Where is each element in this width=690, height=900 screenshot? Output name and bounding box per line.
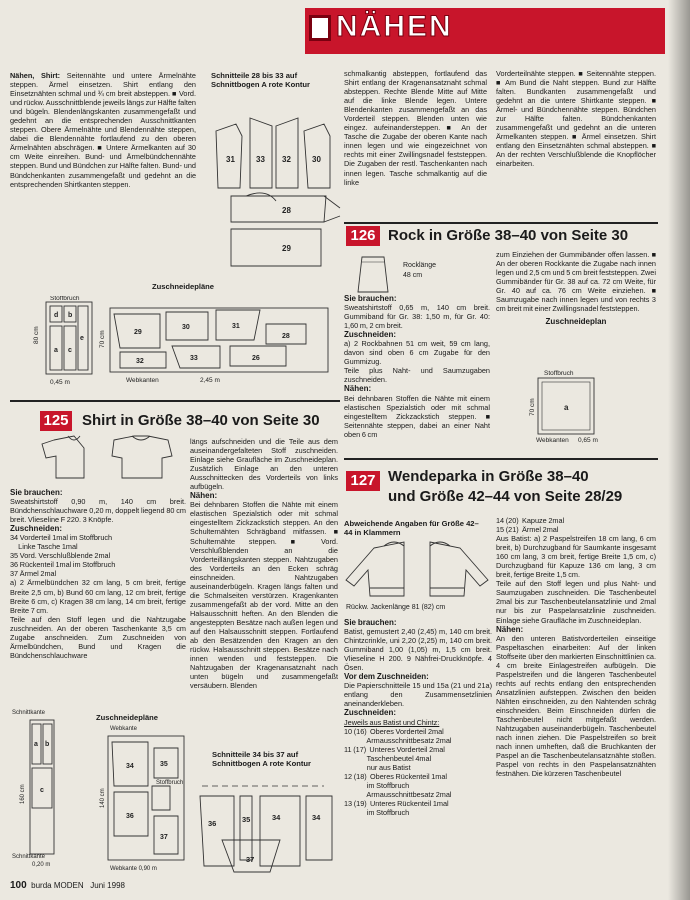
paragraph: längs aufschneiden und die Teile aus dem auseinandergefalteten Stoff zuschneiden. Einlage siehe Graufläche im Zuschneideplan. Zusätzlich Einlage an den unteren Ausschnittecken des Vorderteils von links aufbügeln. bbox=[190, 437, 338, 492]
paragraph: zum Einziehen der Gummibänder offen lassen. bbox=[496, 250, 650, 259]
pattern-pieces-diagram bbox=[206, 96, 346, 276]
banner-square-icon bbox=[309, 15, 331, 41]
issue-date: Juni 1998 bbox=[90, 881, 125, 890]
paragraph: Untere Ärmelkanten auf 30 cm Weite einreihen. Bund- und Ärmelbündchennähte steppen. Bund und Bündchen zur Hälfte falten. Bund- und Bündchenkanten zusammengefaßt und gedehnt an die entsprechenden Shirtkanten steppen. bbox=[10, 143, 196, 189]
svg-text:28: 28 bbox=[282, 333, 290, 340]
paragraph: Sweatshirtstoff 0,90 m, 140 cm breit. Bündchenschlauchware 0,20 m, doppelt liegend 80 cm breit. Vlieseline F 220. 3 Knöpfe. bbox=[10, 497, 186, 525]
skirt-instructions: Sie brauchen: Sweatshirtstoff 0,65 m, 140 cm breit. Gummiband für Gr. 38: 1,50 m, für Gr. 40: 1,60 m, 2 cm breit. Zuschneiden: a) 2 Rockbahnen 51 cm weit, 59 cm lang, davon sind oben 6 cm Zugabe für den Gummizug. Teile plus Naht- und Saumzugaben zuschneiden. Nähen: Bei dehnbaren Stoffen die Nähte mit einem elastischen Spezialstich oder mit schmal eingestelltem Zickzackstich steppen. ■ Seitennähte steppen, dabei an einer Naht oben 6 cm bbox=[344, 294, 490, 439]
svg-text:Webkante 0,90 m: Webkante 0,90 m bbox=[110, 866, 157, 872]
svg-text:a: a bbox=[34, 741, 38, 748]
skirt-instructions-continued: zum Einziehen der Gummibänder offen lassen. ■ An der oberen Rockkante die Zugabe nach innen legen und 2,5 cm und 5 cm breit feststeppen. Zwei Gummibänder für Gr. 38 auf ca. 72 cm Weite, für Gr. 40 auf ca. 76 cm Weite einziehen. ■ Saumzugabe nach innen legen und von rechts 3 cm breit mit einer Zwillingsnadel feststeppen. Zuschneideplan bbox=[496, 250, 656, 327]
list-item: 34 Vorderteil 1mal im Stoffbruch bbox=[10, 533, 113, 543]
svg-text:34: 34 bbox=[126, 763, 134, 770]
subheading: Sie brauchen: bbox=[344, 294, 397, 303]
subheading: Sie brauchen: bbox=[10, 488, 63, 497]
paragraph: Ärmel einsetzen. Shirt entlang den Einsetznähten schmal absteppen. bbox=[496, 132, 656, 151]
diagram-title: Schnitteile 28 bis 33 auf Schnittbogen A rote Kontur bbox=[211, 71, 310, 89]
subheading: Sie brauchen: bbox=[344, 618, 397, 627]
section-number: 125 bbox=[40, 411, 72, 431]
svg-text:Webkanten: Webkanten bbox=[126, 377, 159, 384]
list-item: Armausschnittbesatz 2mal bbox=[344, 735, 452, 745]
page-number: 100 bbox=[10, 880, 27, 891]
list-item: 10 (16) Oberes Vorderteil 2mal bbox=[344, 726, 444, 736]
paragraph: Vorderteilnähte steppen. bbox=[496, 69, 576, 78]
svg-text:0,65 m: 0,65 m bbox=[578, 437, 598, 444]
paragraph: Batist, gemustert 2,40 (2,45) m, 140 cm breit. Chintzcrinkle, uni 2,20 (2,25) m, 140 cm breit. Gummiband 1,00 (1,05) m, 1,5 cm breit. Vlieseline H 200. 9 Nähfrei-Druckknöpfe. 4 Ösen. bbox=[344, 627, 492, 673]
subheading: Nähen: bbox=[190, 491, 218, 501]
svg-text:a: a bbox=[564, 403, 569, 412]
svg-text:80 cm: 80 cm bbox=[33, 326, 40, 344]
svg-text:Stoffbruch: Stoffbruch bbox=[156, 780, 184, 786]
paragraph: Seitennähte und untere Ärmelnähte steppen. Ärmel einsetzen. Shirt entlang den Einsetznähten schmal und ¾ cm breit absteppen. bbox=[10, 71, 196, 99]
list-item: Taschenbeutel 4mal bbox=[344, 753, 432, 763]
shirt-sewing-text: Nähen, Shirt: Seitennähte und untere Ärmelnähte steppen. Ärmel einsetzen. Shirt entlang den Einsetznähten schmal und ¾ cm breit absteppen. ■ Vord. und rückw. Ausschnittblende jeweils längs zur Hälfte falten und bügeln. Blendenlängskanten zusammengefaßt und gedehnt an die entsprechenden Ausschnittkanten steppen. Obere Ärmelnähte und Blendennähte steppen, dabei die Blendennähte fortlaufend zu den oberen Ärmelnähten abschrägen. ■ Untere Ärmelkanten auf 30 cm Weite einreihen. Bund- und Ärmelbündchennähte steppen. Bund und Bündchen zur Hälfte falten. Bund- und Bündchenkanten zusammengefaßt und gedehnt an die entsprechenden Shirtkanten steppen. bbox=[10, 71, 196, 189]
section-divider bbox=[344, 222, 658, 224]
piece-number: 33 bbox=[256, 155, 265, 164]
svg-text:0,20 m: 0,20 m bbox=[32, 862, 51, 868]
svg-text:Stoffbruch: Stoffbruch bbox=[544, 370, 574, 377]
svg-text:b: b bbox=[45, 741, 50, 748]
svg-text:34: 34 bbox=[312, 813, 321, 822]
list-item: nur aus Batist bbox=[344, 762, 411, 772]
list-item: im Stoffbruch bbox=[344, 780, 410, 790]
subheading: Vor dem Zuschneiden: bbox=[344, 672, 429, 682]
paragraph: Teile plus Naht- und Saumzugaben zuschneiden. bbox=[344, 366, 490, 385]
cutting-plan-title: Zuschneidepläne bbox=[96, 713, 159, 722]
page-footer bbox=[10, 880, 125, 891]
svg-text:35: 35 bbox=[242, 815, 251, 824]
paragraph: Seitennähte steppen, dabei an einer Naht oben 6 cm bbox=[344, 420, 490, 439]
paragraph: Die Papierschnitteile 15 und 15a (21 und 21a) entlang den Zusammensetzlinien aneinanderkleben. bbox=[344, 681, 492, 709]
magazine-name: burda MODEN bbox=[31, 881, 84, 890]
list-item: 37 Ärmel 2mal bbox=[10, 569, 57, 579]
section-divider bbox=[10, 400, 340, 402]
paragraph: a) 2 Ärmelbündchen 32 cm lang, 5 cm breit, fertige Breite 2,5 cm, b) Bund 60 cm lang, 12 cm breit, fertige Breite 6 cm, c) Kragen 38 cm lang, 14 cm breit, fertige Breite 7 cm. bbox=[10, 578, 186, 615]
svg-text:32: 32 bbox=[136, 358, 144, 365]
list-item: 11 (17) Unteres Vorderteil 2mal bbox=[344, 744, 445, 754]
svg-text:Schnittkante: Schnittkante bbox=[12, 710, 46, 716]
skirt-cutting-plan bbox=[520, 368, 640, 448]
svg-text:29: 29 bbox=[134, 329, 142, 336]
svg-text:d: d bbox=[54, 312, 59, 319]
subheading: Zuschneiden: bbox=[10, 524, 63, 534]
section-heading: und Größe 42–44 von Seite 28/29 bbox=[388, 488, 623, 505]
diagram-title: Schnitteile 34 bis 37 auf Schnittbogen A rote Kontur bbox=[212, 750, 311, 768]
subheading: Zuschneiden: bbox=[344, 330, 397, 340]
svg-text:26: 26 bbox=[252, 355, 260, 362]
subheading: Zuschneiden: bbox=[344, 708, 397, 718]
svg-text:36: 36 bbox=[208, 819, 217, 828]
piece-number: 28 bbox=[282, 206, 291, 215]
section-heading: Wendeparka in Größe 38–40 bbox=[388, 468, 589, 485]
skirt-length-value: 48 cm bbox=[403, 272, 423, 279]
list-item: Linke Tasche 1mal bbox=[10, 542, 78, 552]
list-item: 35 Vord. Verschlußblende 2mal bbox=[10, 551, 111, 561]
paragraph: Schulternähte steppen. bbox=[190, 536, 277, 546]
svg-text:70 cm: 70 cm bbox=[529, 398, 536, 416]
svg-text:Webkante: Webkante bbox=[110, 726, 137, 732]
svg-text:b: b bbox=[68, 312, 73, 319]
parka-instructions bbox=[344, 618, 492, 817]
paragraph: Teile auf den Stoff legen und plus Naht- und Saumzugaben zuschneiden. Die Taschenbeutel 2mal bis zur Taschenbeutelansatzlinie und 2mal nur bis zur Paspelansatzlinie zuschneiden. Einlage siehe Graufläche im Zuschneideplan. bbox=[496, 579, 656, 625]
subheading: Nähen: bbox=[496, 624, 524, 634]
paragraph: Jeweils aus Batist und Chintz: bbox=[344, 717, 440, 727]
svg-text:37: 37 bbox=[160, 834, 168, 841]
subheading: Nähen, Shirt: bbox=[10, 71, 61, 80]
list-item: im Stoffbruch bbox=[344, 807, 410, 817]
paragraph: An der rechten Verschlußblende die Knopflöcher einarbeiten. bbox=[496, 150, 656, 169]
paragraph: An der Tasche die Zugabe der oberen Kante nach innen legen und wie eingezeichnet von rechts mit einer Zwillingsnadel feststeppen. Die Zugaben der restl. Taschenkanten nach innen legen. Tasche schmalkantig auf die linke bbox=[344, 123, 487, 187]
paragraph: Ärmel- und Bündchennähte steppen. Bündchen zur Hälfte falten. Bündchenkanten zusammengefaßt und gedehnt an die unteren Ärmelkanten steppen. bbox=[496, 105, 656, 142]
svg-text:e: e bbox=[80, 335, 84, 342]
svg-text:35: 35 bbox=[160, 761, 168, 768]
shirt-continued-text: schmalkantig absteppen, fortlaufend das Shirt entlang der Kragenansatznaht schmal absteppen. Rechte Blende Mitte auf Mitte auf die linke Blende legen. Untere Blendenkanten zusammengefaßt an das Vorderteil steppen. Blenden unten wie eingez. aufeinandersteppen. ■ An der Tasche die Zugabe der oberen Kante nach innen legen und wie eingezeichnet von rechts mit einer Zwillingsnadel feststeppen. Die Zugaben der restl. Taschenkanten nach innen legen. Tasche schmalkantig auf die linke bbox=[344, 69, 487, 187]
piece-number: 29 bbox=[282, 244, 291, 253]
section-heading: Shirt in Größe 38–40 von Seite 30 bbox=[82, 412, 320, 429]
variant-note: Abweichende Angaben für Größe 42–44 in Klammern bbox=[344, 519, 479, 537]
list-item: 15 (21) Ärmel 2mal bbox=[496, 525, 559, 535]
paragraph: schmalkantig absteppen, fortlaufend das Shirt entlang der Kragenansatznaht schmal absteppen. Rechte Blende Mitte auf Mitte auf die linke Blende legen. Untere Blendenkanten zusammengefaßt an das Vorderteil steppen. Blenden unten wie eingez. aufeinandersteppen. bbox=[344, 69, 487, 133]
section-number: 127 bbox=[346, 471, 380, 491]
paragraph: a) 2 Rockbahnen 51 cm weit, 59 cm lang, davon sind oben 6 cm Zugabe für den Gummizug. bbox=[344, 339, 490, 367]
subheading: Nähen: bbox=[344, 384, 372, 394]
paragraph: Teile auf den Stoff legen und die Nahtzugabe zuschneiden. An der oberen Taschenkante 3,5 cm Zugabe anschneiden. Zum Zuschneiden von Ärmelbündchen, Bund und Kragen die Bündchenschlauchware bbox=[10, 614, 186, 660]
svg-text:a: a bbox=[54, 347, 58, 354]
section-number: 126 bbox=[346, 226, 380, 246]
svg-text:34: 34 bbox=[272, 813, 281, 822]
cutting-plan-title: Zuschneidepläne bbox=[152, 282, 215, 291]
paragraph: Bei dehnbaren Stoffen die Nähte mit einem elastischen Spezialstich oder mit schmal eingestelltem Zickzackstich steppen. bbox=[344, 393, 490, 421]
list-item: Armausschnittbesatz 2mal bbox=[344, 789, 452, 799]
shirt-cutting-plan bbox=[10, 706, 186, 874]
paragraph: An der oberen Rockkante die Zugabe nach innen legen und 2,5 cm und 5 cm breit feststeppen. Zwei Gummibänder für Gr. 38 auf ca. 72 cm Weite, für Gr. 40 auf ca. 76 cm Weite einziehen. bbox=[496, 259, 656, 296]
svg-text:31: 31 bbox=[232, 323, 240, 330]
svg-text:160 cm: 160 cm bbox=[20, 784, 26, 804]
shirt-instructions-continued: längs aufschneiden und die Teile aus dem auseinandergefalteten Stoff zuschneiden. Einlage siehe Graufläche im Zuschneideplan. Zusätzlich Einlage an den unteren Ausschnittecken des Vorderteils von links aufbügeln. Nähen: Bei dehnbaren Stoffen die Nähte mit einem elastischen Spezialstich oder mit schmal eingestelltem Zickzackstich steppen. An den Schulternähten Schrägband mitfassen. ■ Schulternähte steppen. ■ Vord. Verschlußblenden an die Vorderteillängskanten steppen. Nahtzugaben des Vorderteils an den Ecken schräg einschneiden. Nahtzugaben auseinanderbügeln. Kragen längs falten und die Schmalseiten verstürzen. Kragenkanten zusammengefaßt ab der vord. Mitte an den Halsausschnitt heften. An den Blenden die angesteppten Besätze nach außen legen und auf den Halsausschnitt steppen. Fortlaufend ab den Besätzenden den Kragen an den rückw. Halsausschnitt steppen. Besätze nach innen wenden und feststeppen. Die Nahtzugaben der Kragenansatznaht nach unten bügeln und zusammengefaßt versäubern. Blenden bbox=[190, 437, 338, 691]
paragraph: Sweatshirtstoff 0,65 m, 140 cm breit. Gummiband für Gr. 38: 1,50 m, für Gr. 40: 1,60 m, 2 cm breit. bbox=[344, 303, 490, 331]
paragraph: Vord. Verschlußblenden an die Vorderteillängskanten steppen. Nahtzugaben des Vorderteils an den Ecken schräg einschneiden. Nahtzugaben auseinanderbügeln. Kragen längs falten und die Schmalseiten verstürzen. Kragenkanten zusammengefaßt ab der vord. Mitte an den Halsausschnitt heften. An den Blenden die angesteppten Besätze nach außen legen und auf den Halsausschnitt steppen. Fortlaufend ab den Besätzenden den Kragen an den rückw. Halsausschnitt steppen. Besätze nach innen wenden und feststeppen. Die Nahtzugaben der Kragenansatznaht nach unten bügeln und zusammengefaßt versäubern. Blenden bbox=[190, 536, 338, 691]
piece-number: 32 bbox=[282, 155, 291, 164]
parka-sketch bbox=[344, 540, 492, 602]
piece-number: 30 bbox=[312, 155, 321, 164]
svg-text:Stoffbruch: Stoffbruch bbox=[50, 296, 80, 302]
section-divider bbox=[344, 458, 658, 460]
parka-instructions-continued bbox=[496, 516, 656, 778]
shirt-sketch bbox=[38, 432, 178, 484]
shirt-instructions bbox=[10, 488, 186, 660]
jacket-length-label: Rückw. Jackenlänge 81 (82) cm bbox=[346, 604, 446, 611]
svg-text:36: 36 bbox=[126, 813, 134, 820]
section-heading: Rock in Größe 38–40 von Seite 30 bbox=[388, 227, 629, 244]
piece-number: 31 bbox=[226, 155, 235, 164]
shirt-final-steps-text: Vorderteilnähte steppen. ■ Seitennähte steppen. ■ Am Bund die Naht steppen. Bund zur Hälfte falten. Bundkanten zusammengefaßt und gedehnt an die untere Shirtkante steppen. ■ Ärmel- und Bündchennähte steppen. Bündchen zur Hälfte falten. Bündchenkanten zusammengefaßt und gedehnt an die unteren Ärmelkanten steppen. ■ Ärmel einsetzen. Shirt entlang den Einsetznähten schmal absteppen. ■ An der rechten Verschlußblende die Knopflöcher einarbeiten. bbox=[496, 69, 657, 169]
svg-text:c: c bbox=[40, 787, 44, 794]
list-item: 36 Rückenteil 1mal im Stoffbruch bbox=[10, 560, 116, 570]
svg-text:2,45 m: 2,45 m bbox=[200, 377, 220, 384]
svg-text:0,45 m: 0,45 m bbox=[50, 379, 70, 386]
section-title: NÄHEN bbox=[336, 10, 453, 43]
paragraph: Aus Batist: a) 2 Paspelstreifen 18 cm lang, 6 cm breit, b) Durchzugband für Saumkante insgesamt 160 cm lang, 3 cm breit, fertige Breite 1,5 cm, c) Durchzugband für Kapuze 136 cm lang, 3 cm breit, fertige Breite 1,5 cm. bbox=[496, 534, 656, 580]
svg-text:140 cm: 140 cm bbox=[100, 788, 106, 808]
list-item: 12 (18) Oberes Rückenteil 1mal bbox=[344, 771, 448, 781]
paragraph: Vord. und rückw. Ausschnittblende jeweils längs zur Hälfte falten und bügeln. Blendenlängskanten zusammengefaßt und gedehnt an die entsprechenden Ausschnittkanten steppen. Obere Ärmelnähte und Blendennähte steppen, dabei die Blendennähte fortlaufend zu den oberen Ärmelnähten abschrägen. bbox=[10, 89, 196, 153]
paragraph: Saumzugabe nach innen legen und von rechts 3 cm breit mit einer Zwillingsnadel feststeppen. bbox=[496, 295, 656, 314]
paragraph: Am Bund die Naht steppen. Bund zur Hälfte falten. Bundkanten zusammengefaßt und gedehnt an die untere Shirtkante steppen. bbox=[496, 78, 657, 106]
pattern-pieces-diagram bbox=[194, 780, 338, 874]
skirt-length-label: Rocklänge bbox=[403, 262, 437, 269]
cutting-plan-diagram bbox=[30, 296, 330, 386]
paragraph: An den unteren Batistvorderteilen einseitige Paspeltaschen einarbeiten: Auf der linken Stoffseite über den markierten Einschnittlinien ca. 4 cm breite Einlagestreifen aufbügeln. Die Paspelstreifen und die längeren Taschenbeutel rechts auf rechts entlang den entsprechenden Ansatzlinien aufsteppen. Zwischen den beiden Nähten einschneiden, zu den Nahtenden schräg einschneiden. Beim Einschneiden dürfen die Taschenbeutel nicht mitgefaßt werden. Nahtzugaben auseinanderbügeln. Taschenbeutel nach innen ziehen. Die Paspelstreifen so breit nach innen umheften, daß die Bruchkanten der Paspel an die Taschenbeutelansatznähte stoßen. Paspel von rechts in den Paspelansatznähten festnähen. Die kürzeren Taschenbeutel bbox=[496, 633, 656, 779]
paragraph: Bei dehnbaren Stoffen die Nähte mit einem elastischen Spezialstich oder mit schmal eingestelltem Zickzackstich steppen. An den Schulternähten Schrägband mitfassen. bbox=[190, 500, 338, 537]
svg-text:33: 33 bbox=[190, 355, 198, 362]
svg-text:37: 37 bbox=[246, 855, 255, 864]
svg-text:30: 30 bbox=[182, 324, 190, 331]
list-item: 13 (19) Unteres Rückenteil 1mal bbox=[344, 798, 449, 808]
skirt-sketch bbox=[354, 254, 396, 296]
cutting-plan-title: Zuschneideplan bbox=[545, 317, 607, 327]
svg-text:70 cm: 70 cm bbox=[99, 330, 106, 348]
list-item: 14 (20) Kapuze 2mal bbox=[496, 516, 565, 525]
paragraph: Seitennähte steppen. bbox=[586, 69, 656, 78]
svg-text:Webkanten: Webkanten bbox=[536, 437, 569, 444]
svg-text:c: c bbox=[68, 347, 72, 354]
svg-text:Schnittkante: Schnittkante bbox=[12, 854, 46, 860]
